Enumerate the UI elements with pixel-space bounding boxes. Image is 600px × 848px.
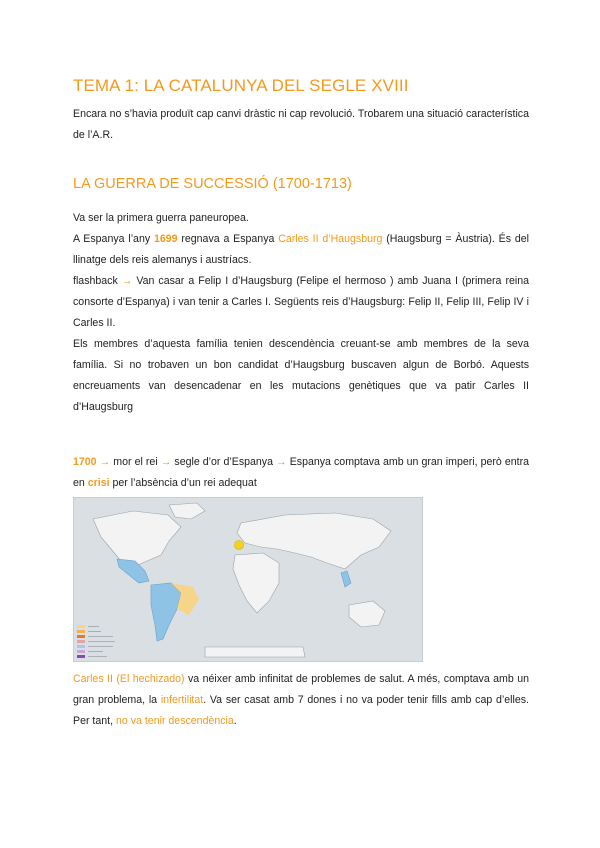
king-highlight: Carles II d’Haugsburg [278,233,383,245]
legend-swatch [77,630,85,633]
legend-swatch [77,625,85,628]
text: regnava a Espanya [177,233,279,245]
paragraph-first-war: Va ser la primera guerra paneuropea. [73,212,249,224]
year-highlight: 1699 [153,233,178,245]
arrow: → [96,456,114,468]
arrow: → [157,456,175,468]
text: segle d’or d’Espanya [174,456,273,468]
infertility-highlight: infertilitat [160,694,204,706]
arrow: → [273,456,290,468]
paragraph-1699 [73,229,529,271]
paragraph-flashback [73,271,529,334]
spain-marker [235,541,244,550]
legend-swatch [77,645,85,648]
text: . [233,715,237,727]
king-highlight: Carles II (El hechizado) [73,673,185,685]
text: mor el rei [113,456,158,468]
text: Espanya comptava amb un gran imperi, però entra en [73,456,530,489]
text: . Va ser casat amb 7 dones i no va poder tenir fills amb cap d’elles. Per tant, [73,694,529,727]
crisis-highlight: crisi [87,477,110,489]
no-descendants-highlight: no va tenir descendència [116,715,234,727]
text: Van casar a Felip I d’Haugsburg (Felipe el hermoso ) amb Juana I (primera reina consorte d’Espanya) i van tenir a Carles I. Següents reis d’Haugsburg: Felip II, Felip III, Felip IV i Carles II. [73,275,530,329]
page-title: TEMA 1: LA CATALUNYA DEL SEGLE XVIII [73,76,409,95]
paragraph-family: Els membres d’aquesta família tenien descendència creuant-se amb membres de la seva família. Si no trobaven un bon candidat d’Haugsburg buscaven algun de Borbó. Aquests encreuaments van desencadenar en les mutacions genètiques que va patir Carles II d’Haugsburg [73,338,529,413]
text: (Haugsburg = Àustria). És del llinatge dels reis alemanys i austríacs. [73,233,529,266]
text: va néixer amb infinitat de problemes de salut. A més, comptava amb un gran problema, la [73,673,529,706]
legend-swatch [77,635,85,638]
intro-paragraph: Encara no s’havia produït cap canvi dràstic ni cap revolució. Trobarem una situació característica de l’A.R. [73,108,529,141]
paragraph-1700 [73,452,529,494]
antarctica [205,647,305,657]
legend-swatch [77,650,85,653]
text: flashback [73,275,122,287]
text: per l’absència d’un rei adequat [109,477,257,489]
year-highlight: 1700 [73,456,97,468]
section-heading: LA GUERRA DE SUCCESSIÓ (1700-1713) [73,176,352,192]
arrow: → [121,275,133,287]
text: A Espanya l’any [73,233,154,245]
paragraph-carles-ii [73,669,529,732]
legend-swatch [77,640,85,643]
world-map-image [73,497,423,662]
legend-swatch [77,655,85,658]
